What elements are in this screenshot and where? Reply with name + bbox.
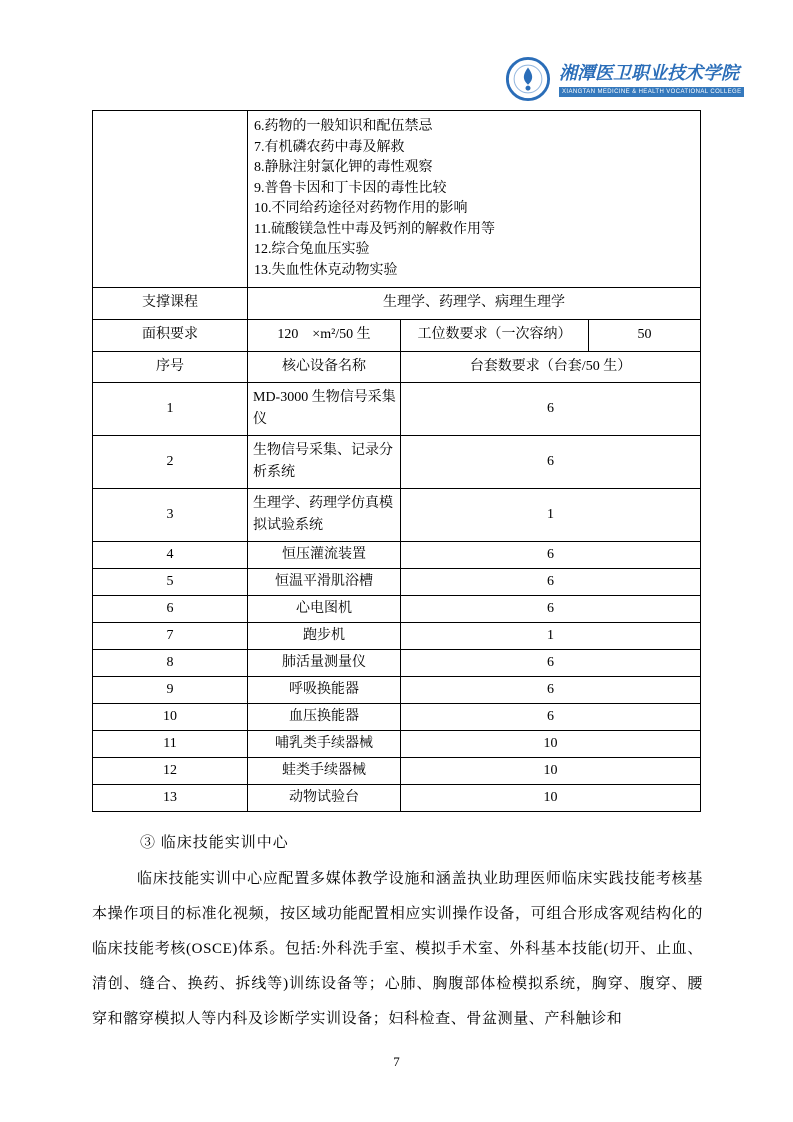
- college-name-chinese: 湘潭医卫职业技术学院: [559, 63, 739, 83]
- equipment-qty: 6: [401, 542, 701, 569]
- equipment-no: 9: [93, 677, 248, 704]
- equipment-row: [93, 731, 701, 758]
- experiment-list-row: [93, 111, 701, 288]
- equipment-no: 13: [93, 785, 248, 812]
- equipment-qty: 6: [401, 677, 701, 704]
- equipment-header-qty: 台套数要求（台套/50 生）: [401, 352, 701, 383]
- equipment-row: [93, 623, 701, 650]
- equipment-name: 恒压灌流装置: [248, 542, 401, 569]
- experiment-item: 6.药物的一般知识和配伍禁忌: [254, 119, 433, 134]
- support-course-label: 支撑课程: [93, 288, 248, 320]
- equipment-name: 生理学、药理学仿真模拟试验系统: [248, 489, 401, 542]
- station-count-label: 工位数要求（一次容纳）: [401, 320, 589, 352]
- equipment-name: 动物试验台: [248, 785, 401, 812]
- equipment-no: 7: [93, 623, 248, 650]
- equipment-name: 跑步机: [248, 623, 401, 650]
- college-logo-text: [559, 61, 744, 97]
- equipment-row: [93, 677, 701, 704]
- equipment-row: [93, 704, 701, 731]
- equipment-name: MD-3000 生物信号采集仪: [248, 383, 401, 436]
- experiment-item: 8.静脉注射氯化钾的毒性观察: [254, 160, 433, 175]
- equipment-no: 2: [93, 436, 248, 489]
- equipment-name: 生物信号采集、记录分析系统: [248, 436, 401, 489]
- equipment-qty: 6: [401, 596, 701, 623]
- equipment-row: [93, 436, 701, 489]
- equipment-header-name: 核心设备名称: [248, 352, 401, 383]
- college-logo: [505, 56, 744, 102]
- equipment-row: [93, 489, 701, 542]
- equipment-name: 蛙类手续器械: [248, 758, 401, 785]
- equipment-row: [93, 569, 701, 596]
- area-label: 面积要求: [93, 320, 248, 352]
- equipment-row: [93, 758, 701, 785]
- equipment-name: 肺活量测量仪: [248, 650, 401, 677]
- equipment-no: 1: [93, 383, 248, 436]
- experiment-list-cell: [248, 111, 701, 288]
- equipment-name: 血压换能器: [248, 704, 401, 731]
- equipment-qty: 10: [401, 731, 701, 758]
- equipment-no: 6: [93, 596, 248, 623]
- equipment-row: [93, 542, 701, 569]
- experiment-list-left-empty-cell: [93, 111, 248, 288]
- equipment-no: 11: [93, 731, 248, 758]
- experiment-item: 9.普鲁卡因和丁卡因的毒性比较: [254, 180, 447, 196]
- equipment-row: [93, 383, 701, 436]
- experiment-item: 11.硫酸镁急性中毒及钙剂的解救作用等: [254, 221, 495, 237]
- area-value: 120 ×m²/50 生: [248, 320, 401, 352]
- equipment-qty: 6: [401, 436, 701, 489]
- experiment-item: 7.有机磷农药中毒及解救: [254, 139, 405, 155]
- equipment-qty: 1: [401, 623, 701, 650]
- equipment-qty: 6: [401, 704, 701, 731]
- facility-table: [92, 110, 701, 812]
- equipment-no: 3: [93, 489, 248, 542]
- equipment-name: 恒温平滑肌浴槽: [248, 569, 401, 596]
- area-requirement-row: [93, 320, 701, 352]
- equipment-row: [93, 785, 701, 812]
- equipment-qty: 1: [401, 489, 701, 542]
- equipment-qty: 10: [401, 758, 701, 785]
- equipment-header-row: [93, 352, 701, 383]
- equipment-no: 5: [93, 569, 248, 596]
- equipment-name: 呼吸换能器: [248, 677, 401, 704]
- experiment-item: 13.失血性休克动物实验: [254, 262, 398, 278]
- equipment-no: 10: [93, 704, 248, 731]
- station-count-value: 50: [589, 320, 701, 352]
- college-name-english: XIANGTAN MEDICINE & HEALTH VOCATIONAL COLLEGE: [559, 87, 744, 97]
- experiment-item: 12.综合兔血压实验: [254, 242, 370, 257]
- equipment-header-no: 序号: [93, 352, 248, 383]
- support-course-row: [93, 288, 701, 320]
- equipment-no: 12: [93, 758, 248, 785]
- support-course-value: 生理学、药理学、病理生理学: [248, 288, 701, 320]
- equipment-name: 哺乳类手续器械: [248, 731, 401, 758]
- equipment-qty: 10: [401, 785, 701, 812]
- equipment-no: 4: [93, 542, 248, 569]
- page-number: 7: [393, 1054, 400, 1069]
- section-heading: ③ 临床技能实训中心: [140, 835, 289, 851]
- equipment-qty: 6: [401, 569, 701, 596]
- equipment-row: [93, 596, 701, 623]
- equipment-name: 心电图机: [248, 596, 401, 623]
- equipment-row: [93, 650, 701, 677]
- equipment-qty: 6: [401, 650, 701, 677]
- college-emblem-icon: [505, 56, 551, 102]
- equipment-no: 8: [93, 650, 248, 677]
- equipment-qty: 6: [401, 383, 701, 436]
- section-paragraph: 临床技能实训中心应配置多媒体教学设施和涵盖执业助理医师临床实践技能考核基本操作项目的标准化视频，按区域功能配置相应实训操作设备，可组合形成客观结构化的临床技能考核(OSCE)体系。包括:外科洗手室、模拟手术室、外科基本技能(切开、止血、清创、缝合、换药、拆线等)训练设备等；心肺、胸腹部体检模拟系统，胸穿、腹穿、腰穿和髂穿模拟人等内科及诊断学实训设备；妇科检查、骨盆测量、产科触诊和: [92, 871, 703, 1027]
- experiment-item: 10.不同给药途径对药物作用的影响: [254, 201, 468, 216]
